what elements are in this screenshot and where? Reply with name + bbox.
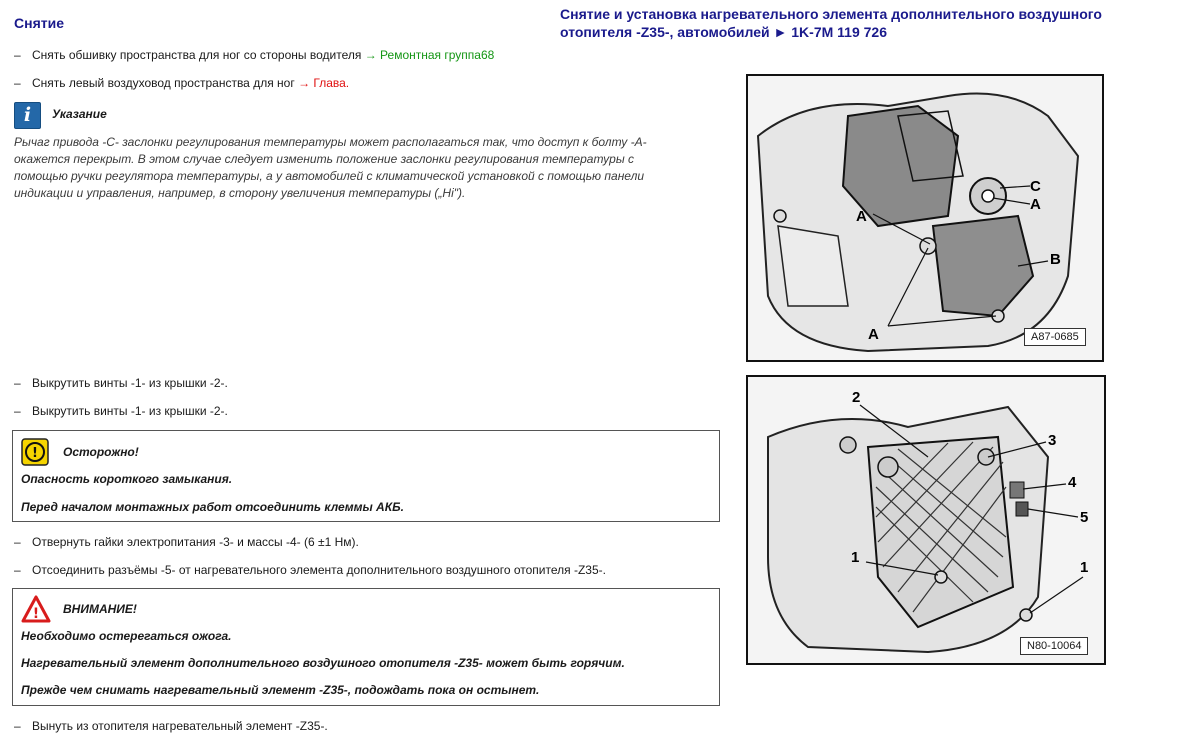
- step-dash: –: [14, 76, 21, 90]
- callout-c: C: [1030, 178, 1041, 195]
- figure-heater-cover: [746, 375, 1106, 665]
- step-dash: –: [14, 719, 21, 733]
- document-title: [560, 5, 1192, 41]
- document-title-line1: Снятие и установка нагревательного элемента дополнительного воздушного: [560, 6, 1102, 22]
- figure-code-label: N80-10064: [1020, 637, 1088, 655]
- note-text: [14, 134, 714, 202]
- callout-1: 1: [851, 549, 860, 566]
- step-item: [14, 76, 349, 90]
- step-item: [14, 719, 328, 733]
- caution-icon: [21, 438, 49, 466]
- callout-4: 4: [1068, 474, 1077, 491]
- warning-title: ВНИМАНИЕ!: [63, 602, 137, 616]
- warning-triangle-icon: [21, 595, 51, 623]
- repair-group-link[interactable]: → Ремонтная группа68: [364, 48, 495, 62]
- note-line: окажется перекрыт. В этом случае следует изменить положение заслонки регулирования температуры с: [14, 152, 635, 166]
- note-line: помощью ручки регулятора температуры, а у автомобилей с климатической установкой с помощью панели: [14, 169, 645, 183]
- step-dash: –: [14, 376, 21, 390]
- warning-line: Прежде чем снимать нагревательный элемент -Z35-, подождать пока он остынет.: [21, 683, 540, 697]
- callout-1: 1: [1080, 559, 1089, 576]
- step-text: Отсоединить разъёмы -5- от нагревательного элемента дополнительного воздушного отопителя -Z35-.: [32, 563, 606, 577]
- step-item: [14, 535, 359, 549]
- svg-text:!: !: [32, 606, 40, 622]
- step-dash: –: [14, 48, 21, 62]
- callout-a: A: [856, 208, 867, 225]
- step-text: Снять обшивку пространства для ног со стороны водителя: [32, 48, 362, 62]
- caution-title: Осторожно!: [63, 445, 139, 459]
- callout-3: 3: [1048, 432, 1057, 449]
- callout-b: B: [1050, 251, 1061, 268]
- callout-2: 2: [852, 389, 861, 406]
- caution-box: [12, 430, 720, 522]
- step-text: Выкрутить винты -1- из крышки -2-.: [32, 376, 228, 390]
- figure-code-label: A87-0685: [1024, 328, 1086, 346]
- info-icon: i: [14, 102, 41, 129]
- chapter-link[interactable]: → Глава.: [298, 76, 350, 90]
- callout-5: 5: [1080, 509, 1089, 526]
- section-title: Снятие: [14, 15, 64, 31]
- caution-line: Перед началом монтажных работ отсоединить клеммы АКБ.: [21, 500, 404, 514]
- callout-a: A: [868, 326, 879, 343]
- figure-drawing: [748, 76, 1102, 360]
- warning-line: Нагревательный элемент дополнительного воздушного отопителя -Z35- может быть горячим.: [21, 656, 625, 670]
- step-item: [14, 376, 228, 390]
- note-header: [14, 102, 214, 128]
- svg-text:!: !: [32, 446, 38, 461]
- step-dash: –: [14, 535, 21, 549]
- step-item: [14, 48, 494, 62]
- figure-heater-assembly: [746, 74, 1104, 362]
- step-text: Снять левый воздуховод пространства для ног: [32, 76, 295, 90]
- step-dash: –: [14, 404, 21, 418]
- step-item: [14, 404, 228, 418]
- figure-drawing: [748, 377, 1104, 663]
- warning-box: [12, 588, 720, 706]
- step-text: Вынуть из отопителя нагревательный элемент -Z35-.: [32, 719, 328, 733]
- note-line: индикации и управления, например, в сторону увеличения температуры („Hi").: [14, 186, 466, 200]
- note-title: Указание: [52, 107, 107, 121]
- note-line: Рычаг привода -C- заслонки регулирования температуры может располагаться так, что доступ к болту -A-: [14, 135, 647, 149]
- step-text: Отвернуть гайки электропитания -3- и массы -4- (6 ±1 Нм).: [32, 535, 359, 549]
- caution-line: Опасность короткого замыкания.: [21, 472, 233, 486]
- document-title-line2: отопителя -Z35-, автомобилей ► 1K-7M 119 726: [560, 24, 888, 40]
- step-item: [14, 563, 606, 577]
- warning-line: Необходимо остерегаться ожога.: [21, 629, 232, 643]
- step-text: Выкрутить винты -1- из крышки -2-.: [32, 404, 228, 418]
- step-dash: –: [14, 563, 21, 577]
- callout-a: A: [1030, 196, 1041, 213]
